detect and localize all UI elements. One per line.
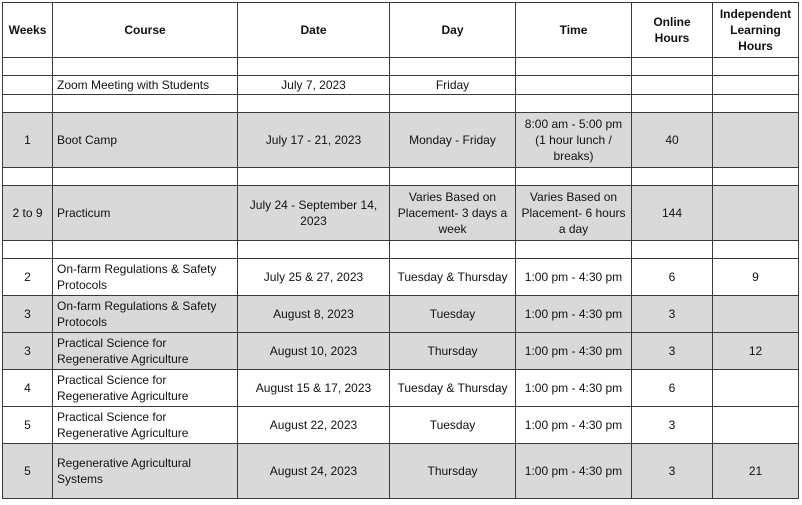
- independent-hours-cell: [713, 76, 799, 95]
- empty-cell: [53, 241, 238, 259]
- weeks-cell: [3, 76, 53, 95]
- empty-cell: [390, 168, 516, 186]
- empty-cell: [516, 168, 632, 186]
- course-cell: Boot Camp: [53, 113, 238, 168]
- empty-cell: [238, 241, 390, 259]
- date-cell: August 10, 2023: [238, 333, 390, 370]
- empty-cell: [3, 58, 53, 76]
- empty-cell: [3, 168, 53, 186]
- time-cell: 8:00 am - 5:00 pm (1 hour lunch / breaks): [516, 113, 632, 168]
- day-cell: Tuesday: [390, 407, 516, 444]
- empty-cell: [516, 95, 632, 113]
- day-cell: Monday - Friday: [390, 113, 516, 168]
- time-cell: 1:00 pm - 4:30 pm: [516, 333, 632, 370]
- empty-cell: [238, 95, 390, 113]
- independent-hours-cell: 12: [713, 333, 799, 370]
- header-course: Course: [53, 3, 238, 58]
- day-cell: Thursday: [390, 444, 516, 499]
- empty-cell: [713, 95, 799, 113]
- time-cell: 1:00 pm - 4:30 pm: [516, 407, 632, 444]
- schedule-container: [2, 2, 799, 499]
- empty-cell: [713, 241, 799, 259]
- empty-cell: [53, 95, 238, 113]
- course-cell: Practical Science for Regenerative Agriculture: [53, 370, 238, 407]
- independent-hours-cell: [713, 370, 799, 407]
- empty-cell: [390, 58, 516, 76]
- weeks-cell: 4: [3, 370, 53, 407]
- day-cell: Tuesday: [390, 296, 516, 333]
- online-hours-cell: 3: [632, 333, 713, 370]
- independent-hours-cell: [713, 407, 799, 444]
- course-cell: Practical Science for Regenerative Agriculture: [53, 407, 238, 444]
- empty-cell: [516, 58, 632, 76]
- online-hours-cell: 40: [632, 113, 713, 168]
- day-cell: Thursday: [390, 333, 516, 370]
- empty-cell: [390, 95, 516, 113]
- day-cell: Friday: [390, 76, 516, 95]
- weeks-cell: 3: [3, 296, 53, 333]
- day-cell: Tuesday & Thursday: [390, 259, 516, 296]
- date-cell: July 17 - 21, 2023: [238, 113, 390, 168]
- schedule-body: [3, 58, 799, 499]
- empty-cell: [3, 241, 53, 259]
- table-row: [3, 259, 799, 296]
- independent-hours-cell: [713, 186, 799, 241]
- course-cell: Practical Science for Regenerative Agriculture: [53, 333, 238, 370]
- date-cell: August 8, 2023: [238, 296, 390, 333]
- weeks-cell: 1: [3, 113, 53, 168]
- time-cell: 1:00 pm - 4:30 pm: [516, 296, 632, 333]
- empty-cell: [3, 95, 53, 113]
- date-cell: August 24, 2023: [238, 444, 390, 499]
- online-hours-cell: 6: [632, 370, 713, 407]
- course-cell: On-farm Regulations & Safety Protocols: [53, 259, 238, 296]
- online-hours-cell: 3: [632, 407, 713, 444]
- online-hours-cell: 3: [632, 296, 713, 333]
- course-cell: Practicum: [53, 186, 238, 241]
- header-online-hours: Online Hours: [632, 3, 713, 58]
- time-cell: 1:00 pm - 4:30 pm: [516, 370, 632, 407]
- header-time: Time: [516, 3, 632, 58]
- header-date: Date: [238, 3, 390, 58]
- empty-cell: [238, 168, 390, 186]
- time-cell: 1:00 pm - 4:30 pm: [516, 444, 632, 499]
- empty-cell: [713, 58, 799, 76]
- time-cell: 1:00 pm - 4:30 pm: [516, 259, 632, 296]
- empty-cell: [238, 58, 390, 76]
- table-row: [3, 444, 799, 499]
- date-cell: August 15 & 17, 2023: [238, 370, 390, 407]
- header-independent-hours: Independent Learning Hours: [713, 3, 799, 58]
- weeks-cell: 5: [3, 407, 53, 444]
- table-row: [3, 113, 799, 168]
- empty-cell: [516, 241, 632, 259]
- blank-row: [3, 95, 799, 113]
- online-hours-cell: [632, 76, 713, 95]
- date-cell: July 7, 2023: [238, 76, 390, 95]
- empty-cell: [632, 168, 713, 186]
- blank-row: [3, 168, 799, 186]
- time-cell: [516, 76, 632, 95]
- table-row: [3, 370, 799, 407]
- online-hours-cell: 6: [632, 259, 713, 296]
- table-row: [3, 407, 799, 444]
- date-cell: July 25 & 27, 2023: [238, 259, 390, 296]
- weeks-cell: 5: [3, 444, 53, 499]
- course-cell: Zoom Meeting with Students: [53, 76, 238, 95]
- table-row: [3, 333, 799, 370]
- date-cell: July 24 - September 14, 2023: [238, 186, 390, 241]
- online-hours-cell: 144: [632, 186, 713, 241]
- date-cell: August 22, 2023: [238, 407, 390, 444]
- table-row: [3, 296, 799, 333]
- table-row: [3, 186, 799, 241]
- day-cell: Varies Based on Placement- 3 days a week: [390, 186, 516, 241]
- empty-cell: [53, 168, 238, 186]
- weeks-cell: 2 to 9: [3, 186, 53, 241]
- course-cell: Regenerative Agricultural Systems: [53, 444, 238, 499]
- weeks-cell: 3: [3, 333, 53, 370]
- blank-row: [3, 241, 799, 259]
- independent-hours-cell: 9: [713, 259, 799, 296]
- empty-cell: [713, 168, 799, 186]
- independent-hours-cell: 21: [713, 444, 799, 499]
- empty-cell: [390, 241, 516, 259]
- weeks-cell: 2: [3, 259, 53, 296]
- schedule-table: [2, 2, 799, 499]
- course-cell: On-farm Regulations & Safety Protocols: [53, 296, 238, 333]
- day-cell: Tuesday & Thursday: [390, 370, 516, 407]
- header-day: Day: [390, 3, 516, 58]
- time-cell: Varies Based on Placement- 6 hours a day: [516, 186, 632, 241]
- online-hours-cell: 3: [632, 444, 713, 499]
- empty-cell: [53, 58, 238, 76]
- table-row: [3, 76, 799, 95]
- independent-hours-cell: [713, 113, 799, 168]
- header-row: [3, 3, 799, 58]
- empty-cell: [632, 241, 713, 259]
- empty-cell: [632, 58, 713, 76]
- header-weeks: Weeks: [3, 3, 53, 58]
- blank-row: [3, 58, 799, 76]
- empty-cell: [632, 95, 713, 113]
- independent-hours-cell: [713, 296, 799, 333]
